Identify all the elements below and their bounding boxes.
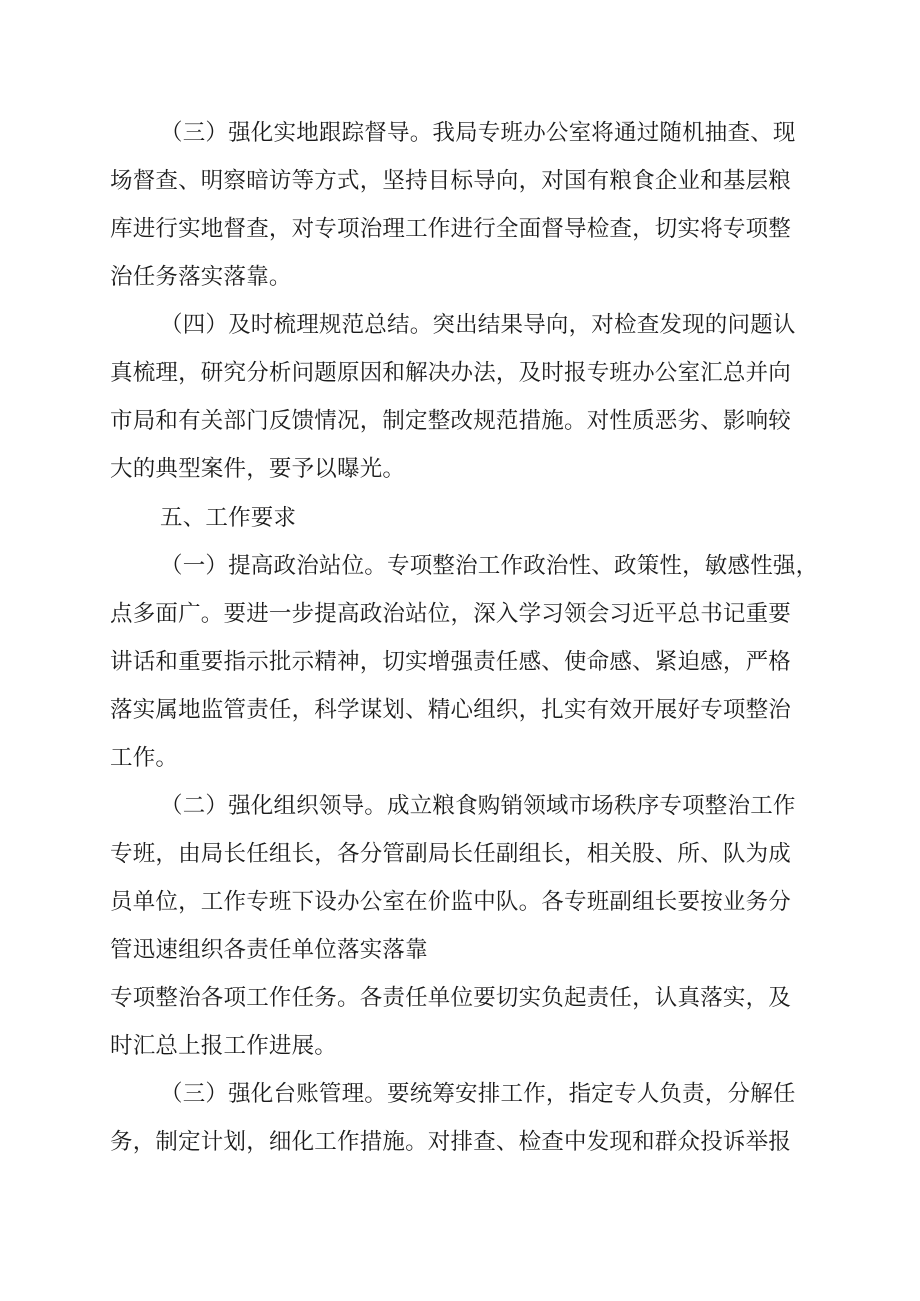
text-line: （二）强化组织领导。成立粮食购销领域市场秩序专项整治工作 [160,793,796,819]
text-line: 治任务落实落靠。 [110,264,292,290]
text-line: 点多面广。要进一步提高政治站位，深入学习领会习近平总书记重要 [110,601,792,627]
text-line: 真梳理，研究分析问题原因和解决办法，及时报专班办公室汇总并向 [110,360,792,386]
section-heading: 五、工作要求 [160,505,297,531]
text-line: 时汇总上报工作进展。 [110,1033,338,1059]
text-line: （三）强化实地跟踪督导。我局专班办公室将通过随机抽查、现 [160,120,796,146]
text-line: 工作。 [110,745,179,771]
text-line: 大的典型案件，要予以曝光。 [110,456,406,482]
text-line: 员单位，工作专班下设办公室在价监中队。各专班副组长要按业务分 [110,889,792,915]
text-line: 讲话和重要指示批示精神，切实增强责任感、使命感、紧迫感，严格 [110,649,792,675]
text-line: （四）及时梳理规范总结。突出结果导向，对检查发现的问题认 [160,312,796,338]
text-line: 务，制定计划，细化工作措施。对排查、检查中发现和群众投诉举报 [110,1129,792,1155]
text-line: 库进行实地督查，对专项治理工作进行全面督导检查，切实将专项整 [110,216,792,242]
text-line: 专班，由局长任组长，各分管副局长任副组长，相关股、所、队为成 [110,841,792,867]
text-line: 专项整治各项工作任务。各责任单位要切实负起责任，认真落实，及 [110,985,792,1011]
text-line: 管迅速组织各责任单位落实落靠 [110,937,428,963]
text-line: 市局和有关部门反馈情况，制定整改规范措施。对性质恶劣、影响较 [110,408,792,434]
text-line: 落实属地监管责任，科学谋划、精心组织，扎实有效开展好专项整治 [110,697,792,723]
text-line: 场督查、明察暗访等方式，坚持目标导向，对国有粮食企业和基层粮 [110,168,792,194]
text-line: （三）强化台账管理。要统筹安排工作，指定专人负责，分解任 [160,1081,796,1107]
text-line: （一）提高政治站位。专项整治工作政治性、政策性，敏感性强， [160,553,819,579]
